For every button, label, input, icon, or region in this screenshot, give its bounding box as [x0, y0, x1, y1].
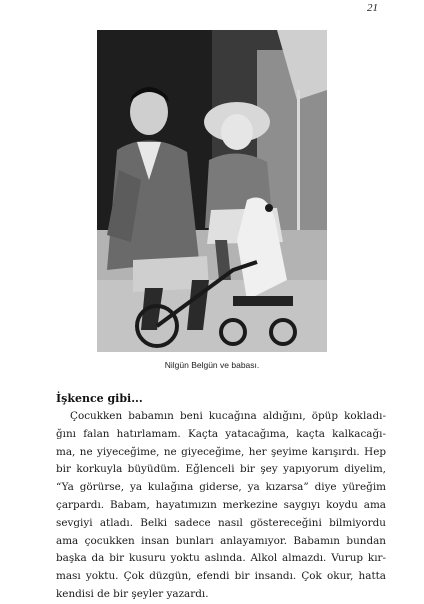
body-paragraph: [56, 408, 386, 604]
body-line: çarpardı. Babam, hayatımızın merkezine saygıyı koydu ama: [56, 498, 386, 511]
body-line: sevgiyi atladı. Belki sadece nasıl göstereceğini bilmiyordu: [56, 516, 386, 529]
family-photo: [97, 30, 327, 352]
body-line: ğını falan hatırlamam. Kaçta yatacağıma, kaçta kalkacağı-: [56, 427, 386, 440]
photo-caption: Nilgün Belgün ve babası.: [164, 360, 260, 370]
body-line: ması yoktu. Çok düzgün, efendi bir insandı. Çok okur, hatta: [56, 570, 386, 583]
body-line: ama çocukken insan bunları anlayamıyor. Babamın bundan: [56, 534, 386, 547]
body-line: kendisi de bir şeyler yazardı.: [56, 587, 209, 600]
page-number: 21: [367, 2, 378, 14]
body-line: “Ya görürse, ya kulağına giderse, ya kızarsa” diye yüreğim: [56, 481, 386, 494]
body-line: bir korkuyla büyüdüm. Eğlenceli bir şey yapıyorum diyelim,: [56, 463, 386, 476]
body-line: Çocukken babamın beni kucağına aldığını, öpüp kokladı-: [70, 410, 386, 422]
body-line: ma, ne yiyeceğime, ne giyeceğime, her şeyime karışırdı. Hep: [56, 445, 386, 458]
body-line: başka da bir kusuru yoktu aslında. Alkol almazdı. Vurup kır-: [56, 552, 386, 565]
section-heading: İşkence gibi...: [56, 392, 143, 405]
